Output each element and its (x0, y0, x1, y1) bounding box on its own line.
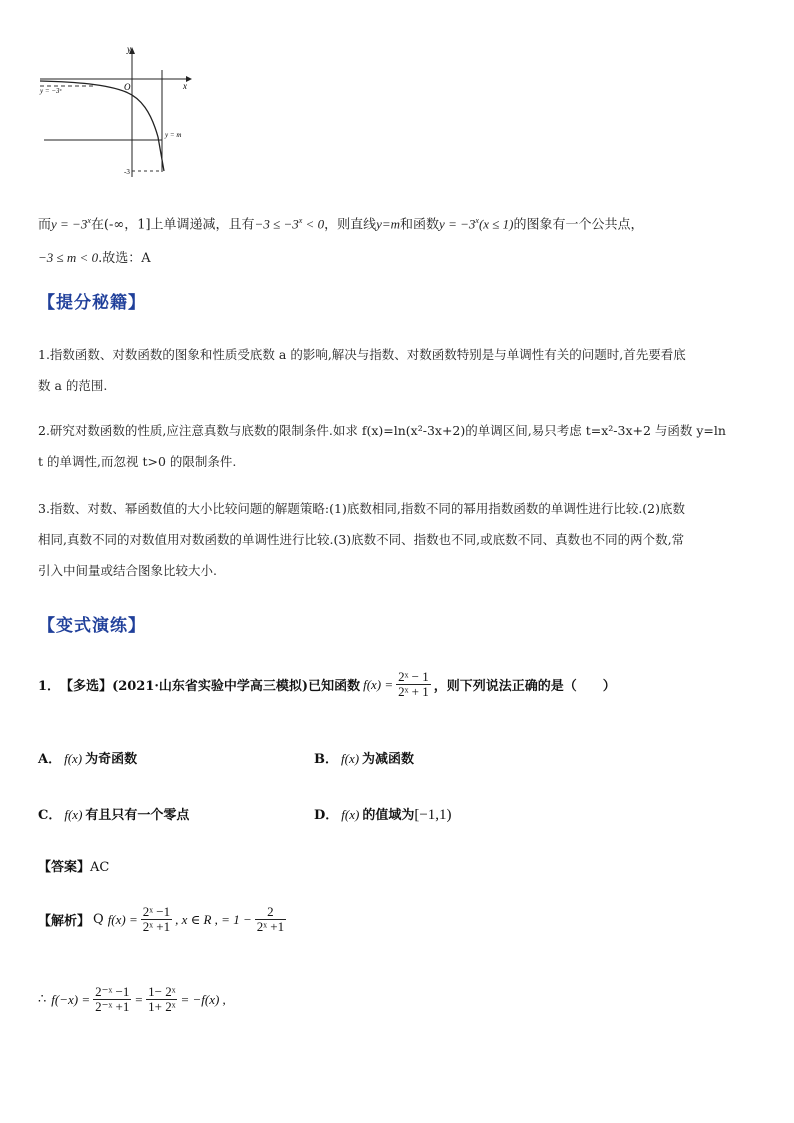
tips-heading: 【提分秘籍】 (38, 293, 146, 313)
option-range: [−1,1) (414, 807, 452, 823)
question-number: 1． (38, 679, 61, 694)
option-c[interactable] (38, 804, 189, 823)
option-text: 为奇函数 (85, 752, 138, 767)
answer-value: AC (90, 860, 110, 875)
origin-label: O (124, 82, 131, 92)
question-func: f(x) = (363, 676, 394, 692)
text: 而 (38, 217, 52, 233)
math: y=m (376, 216, 401, 232)
option-letter: C． (38, 808, 62, 823)
neg-fraction (93, 985, 131, 1014)
question-source: (2021·山东省实验中学高三模拟) (112, 679, 309, 694)
analysis-func: f(x) = (107, 911, 138, 927)
analysis-domain: , x ∈ R , = 1 − (175, 911, 252, 927)
tip-2-line-2: t 的单调性,而忽视 t>0 的限制条件. (38, 454, 237, 469)
x-axis-label: x (183, 81, 187, 91)
question-text-end: ，则下列说法正确的是（ ） (433, 679, 616, 694)
option-letter: B． (314, 752, 338, 767)
option-text: 有且只有一个零点 (85, 808, 190, 823)
text: 在(-∞，1]上单调递减，且有 (90, 217, 255, 233)
denominator: 2ˣ +1 (256, 919, 285, 934)
tip-3-line-2: 相同,真数不同的对数值用对数函数的单调性进行比较.(3)底数不同、指数也不同,或底数不同、真数也不同的两个数,常 (38, 532, 685, 547)
math: < 0 (302, 216, 325, 232)
option-text: 的值域为 (362, 808, 415, 823)
neg-func: f(−x) = (51, 991, 91, 1007)
option-d[interactable] (314, 804, 452, 824)
sup: x (87, 216, 91, 225)
graph-svg (36, 42, 196, 182)
option-text: 为减函数 (362, 752, 415, 767)
asymptote-label: y = −3ˣ (40, 87, 62, 95)
numerator: 2ˣ −1 (142, 904, 171, 919)
tip-1-line-1: 1.指数函数、对数函数的图象和性质受底数 a 的影响,解决与指数、对数函数特别是与单调性有关的问题时,首先要看底 (38, 347, 686, 362)
neg-fraction-2 (146, 985, 177, 1014)
math: −3 ≤ m < 0 (38, 250, 99, 265)
option-func: f(x) (64, 807, 83, 822)
analysis-label: 【解析】 (38, 914, 91, 929)
line-label: y = m (165, 131, 182, 139)
text: 的图象有一个公共点， (513, 217, 644, 233)
y-axis-label: y (127, 44, 131, 54)
solution-line-1 (38, 214, 644, 232)
answer-label: 【答案】 (38, 860, 91, 875)
option-b[interactable] (314, 748, 414, 767)
numerator: 2⁻ˣ −1 (95, 984, 130, 999)
numerator: 2 (267, 904, 274, 919)
sup: x (298, 216, 303, 225)
analysis-fraction-2 (255, 905, 286, 934)
tip-3-line-3: 引入中间量或结合图象比较大小. (38, 563, 217, 578)
tick-label: -3 (124, 168, 130, 176)
question-fraction (396, 670, 431, 699)
answer-line (38, 856, 109, 875)
analysis-line-1 (38, 905, 289, 934)
numerator: 2ˣ − 1 (398, 669, 429, 684)
tip-2-line-1: 2.研究对数函数的性质,应注意真数与底数的限制条件.如求 f(x)=ln(x²-3x+2)的单调区间,易只考虑 t=x²-3x+2 与函数 y=ln (38, 423, 726, 438)
denominator: 2ˣ + 1 (398, 684, 429, 699)
text: ，则直线 (324, 217, 377, 233)
option-func: f(x) (64, 751, 83, 766)
math: (x ≤ 1) (478, 216, 514, 232)
option-func: f(x) (341, 751, 360, 766)
tip-3-line-1: 3.指数、对数、幂函数值的大小比较问题的解题策略:(1)底数相同,指数不同的幂用指数函数的单调性进行比较.(2)底数 (38, 501, 685, 516)
text: 和函数 (400, 217, 440, 233)
math: y = −3 (439, 216, 476, 232)
question-1 (38, 670, 616, 699)
therefore-symbol: ∴ (38, 992, 47, 1007)
question-tag: 【多选】 (60, 679, 113, 694)
function-graph (36, 42, 196, 182)
analysis-fraction (141, 905, 172, 934)
question-text: 已知函数 (308, 679, 361, 694)
numerator: 1− 2ˣ (148, 984, 176, 999)
math: y = −3 (51, 216, 88, 232)
denominator: 1+ 2ˣ (148, 999, 176, 1014)
solution-line-2 (38, 251, 151, 266)
because-symbol: Q (93, 912, 104, 927)
math: −3 ≤ −3 (254, 216, 299, 232)
option-func: f(x) (341, 807, 360, 822)
option-letter: A． (38, 752, 62, 767)
neg-result: = −f(x) , (180, 991, 226, 1007)
option-a[interactable] (38, 748, 137, 767)
denominator: 2ˣ +1 (142, 919, 171, 934)
tip-1-line-2: 数 a 的范围. (38, 378, 108, 393)
analysis-line-2 (38, 985, 226, 1014)
equals: = (134, 991, 144, 1007)
practice-heading: 【变式演练】 (38, 616, 146, 636)
denominator: 2⁻ˣ +1 (95, 999, 130, 1014)
option-letter: D． (314, 808, 339, 823)
text: .故选：A (98, 251, 151, 266)
sup: x (475, 216, 479, 225)
